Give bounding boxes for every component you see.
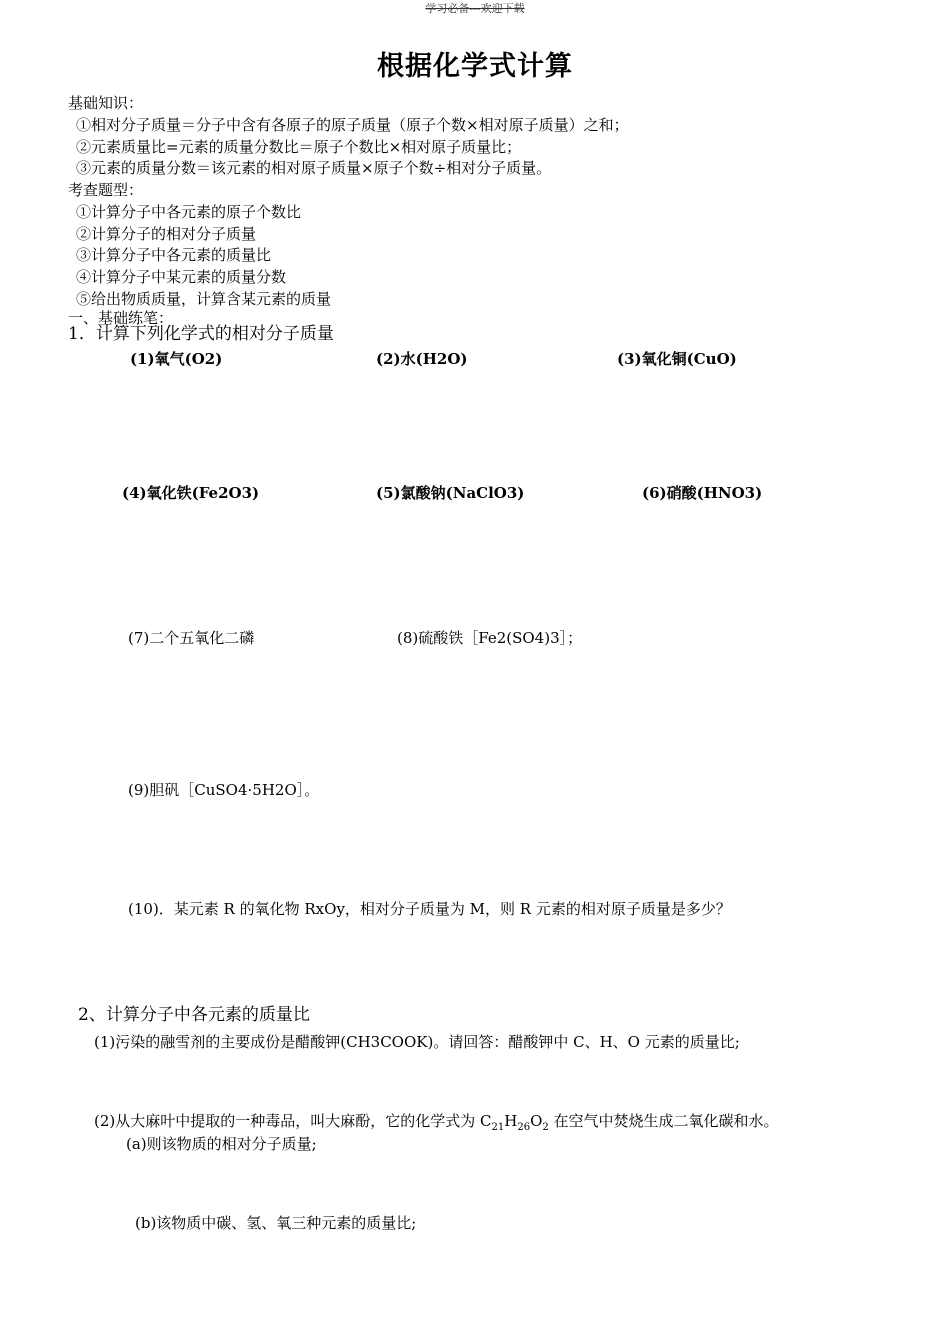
q2-part-2a: (a)则该物质的相对分子质量; bbox=[126, 1135, 317, 1153]
q2-part-2b: (b)该物质中碳、氢、氧三种元素的质量比; bbox=[135, 1214, 417, 1232]
q2-part-2-suffix: 在空气中焚烧生成二氧化碳和水。 bbox=[548, 1112, 779, 1130]
basics-line-1: ①相对分子质量＝分子中含有各原子的原子质量（原子个数×相对原子质量）之和； bbox=[76, 116, 629, 134]
q2-part-1: (1)污染的融雪剂的主要成份是醋酸钾(CH3COOK)。请回答：醋酸钾中 C、H、O 元素的质量比; bbox=[94, 1033, 740, 1051]
types-line-2: ②计算分子的相对分子质量 bbox=[76, 225, 257, 243]
q1-item-6: (6)硝酸(HNO3) bbox=[642, 484, 763, 502]
practice-heading: 一、基础练笔： bbox=[68, 309, 174, 327]
q2-formula-sub-2: 26 bbox=[517, 1122, 531, 1133]
q1-item-1: (1)氧气(O2) bbox=[130, 350, 223, 368]
question-2-title: 2、计算分子中各元素的质量比 bbox=[78, 1005, 310, 1025]
q1-item-9: (9)胆矾［CuSO4·5H2O］。 bbox=[128, 781, 320, 799]
types-line-1: ①计算分子中各元素的原子个数比 bbox=[76, 203, 302, 221]
q2-formula-o: O bbox=[530, 1112, 543, 1130]
question-1-title: 1．计算下列化学式的相对分子质量 bbox=[68, 324, 334, 344]
basics-heading: 基础知识： bbox=[68, 94, 144, 112]
types-line-5: ⑤给出物质质量，计算含某元素的质量 bbox=[76, 290, 332, 308]
q1-item-2: (2)水(H2O) bbox=[376, 350, 468, 368]
q1-item-7: (7)二个五氧化二磷 bbox=[128, 629, 255, 647]
header-text: 学习必备---欢迎下载 bbox=[425, 2, 525, 15]
q2-part-2-prefix: (2)从大麻叶中提取的一种毒品，叫大麻酚，它的化学式为 C bbox=[94, 1112, 492, 1130]
types-heading: 考查题型： bbox=[68, 181, 144, 199]
page-header bbox=[0, 0, 950, 16]
q2-formula-sub-1: 21 bbox=[491, 1122, 505, 1133]
q2-part-2 bbox=[94, 1110, 779, 1131]
q1-item-5: (5)氯酸钠(NaClO3) bbox=[376, 484, 525, 502]
q1-item-3: (3)氧化铜(CuO) bbox=[617, 350, 737, 368]
page-title: 根据化学式计算 bbox=[377, 51, 573, 82]
basics-line-2: ②元素质量比=元素的质量分数比＝原子个数比×相对原子质量比； bbox=[76, 138, 522, 156]
types-line-3: ③计算分子中各元素的质量比 bbox=[76, 246, 272, 264]
basics-line-3: ③元素的质量分数＝该元素的相对原子质量×原子个数÷相对分子质量。 bbox=[76, 159, 552, 177]
q1-item-10: (10)．某元素 R 的氧化物 RxOy，相对分子质量为 M，则 R 元素的相对原子质量是多少？ bbox=[128, 900, 731, 918]
q1-item-8: (8)硫酸铁［Fe2(SO4)3］； bbox=[397, 629, 583, 647]
q1-item-4: (4)氧化铁(Fe2O3) bbox=[122, 484, 260, 502]
q2-formula-h: H bbox=[504, 1112, 518, 1130]
q2-formula-sub-3: 2 bbox=[542, 1122, 549, 1133]
types-line-4: ④计算分子中某元素的质量分数 bbox=[76, 268, 287, 286]
